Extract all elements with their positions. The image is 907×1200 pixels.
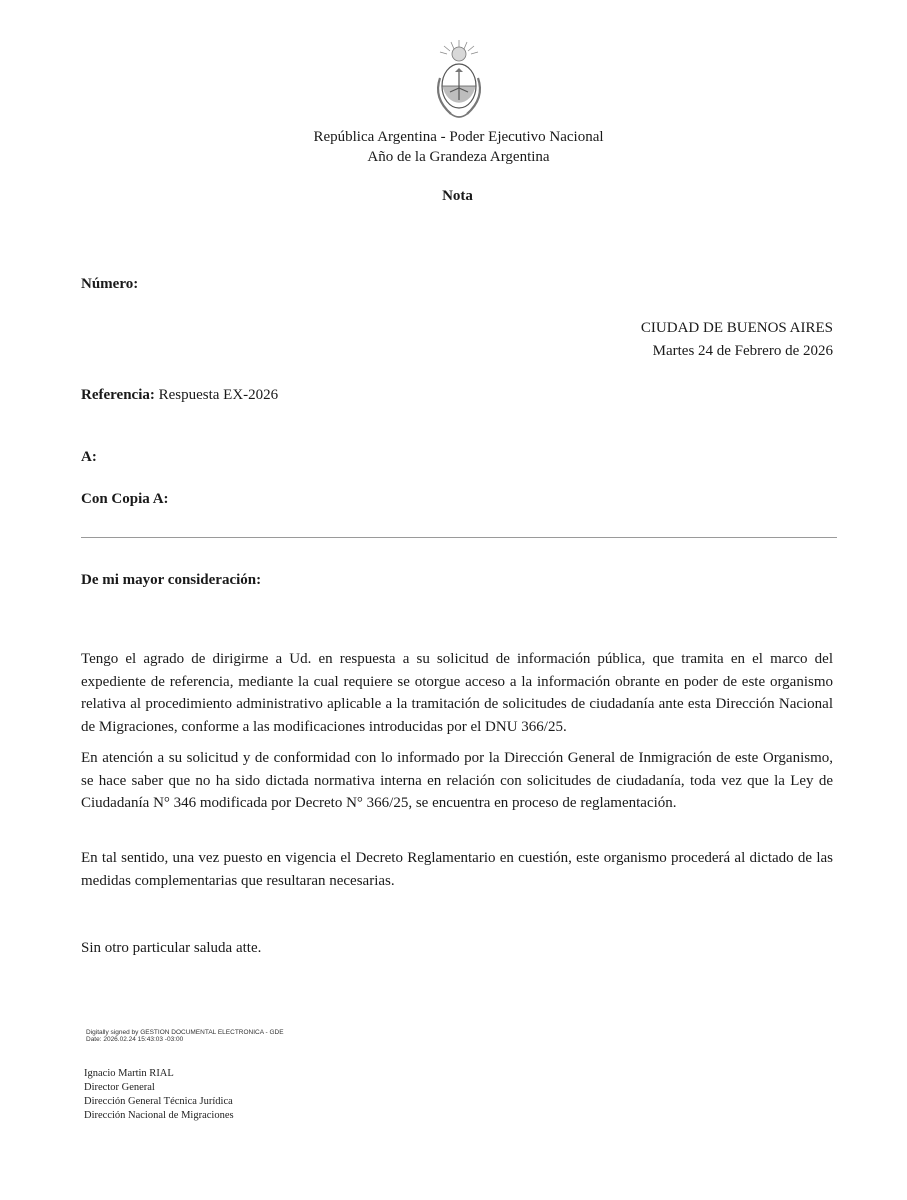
digital-signature-date: Date: 2026.02.24 15:43:03 -03:00	[86, 1036, 184, 1043]
numero-label: Número:	[81, 276, 139, 292]
referencia-row	[81, 385, 278, 405]
body-paragraph-1: Tengo el agrado de dirigirme a Ud. en respuesta a su solicitud de información pública, que tramita en el marco del expediente de referencia, mediante la cual requiere se otorgue acceso a la información obrante en poder de este organismo relativa al procedimiento administrativo aplicable a la tramitación de solicitudes de ciudadanía ante esta Dirección Nacional de Migraciones, conforme a las modificaciones introducidas por el DNU 366/25.	[81, 651, 833, 736]
header-line-year-motto: Año de la Grandeza Argentina	[367, 149, 550, 165]
date-line: Martes 24 de Febrero de 2026	[652, 343, 833, 359]
copy-to-label: Con Copia A:	[81, 491, 169, 507]
closing-line: Sin otro particular saluda atte.	[81, 940, 262, 956]
referencia-label: Referencia:	[81, 387, 155, 403]
digital-signature-line: Digitally signed by GESTION DOCUMENTAL ELECTRONICA - GDE	[86, 1029, 284, 1036]
body-paragraph-3: En tal sentido, una vez puesto en vigencia el Decreto Reglamentario en cuestión, este organismo procederá al dictado de las medidas complementarias que resultaran necesarias.	[81, 850, 833, 889]
divider-rule	[81, 537, 837, 538]
digital-signature-stamp	[86, 1029, 284, 1043]
signer-name: Ignacio Martin RIAL	[84, 1068, 174, 1079]
recipient-label: A:	[81, 449, 97, 465]
signer-position: Director General	[84, 1082, 155, 1093]
referencia-value: Respuesta EX-2026	[158, 387, 279, 403]
signer-agency: Dirección Nacional de Migraciones	[84, 1110, 234, 1121]
header-line-republica: República Argentina - Poder Ejecutivo Nacional	[313, 129, 604, 145]
signer-department: Dirección General Técnica Jurídica	[84, 1096, 233, 1107]
city-line: CIUDAD DE BUENOS AIRES	[640, 320, 833, 336]
salutation: De mi mayor consideración:	[81, 572, 262, 588]
document-type-title: Nota	[442, 188, 473, 204]
body-paragraph-2: En atención a su solicitud y de conformidad con lo informado por la Dirección General de Inmigración de este Organismo, se hace saber que no ha sido dictada normativa interna en relación con solicitudes de ciudadanía, toda vez que la Ley de Ciudadanía N° 346 modificada por Decreto N° 366/25, se encuentra en proceso de reglamentación.	[81, 750, 833, 812]
coat-of-arms-seal	[429, 38, 489, 124]
